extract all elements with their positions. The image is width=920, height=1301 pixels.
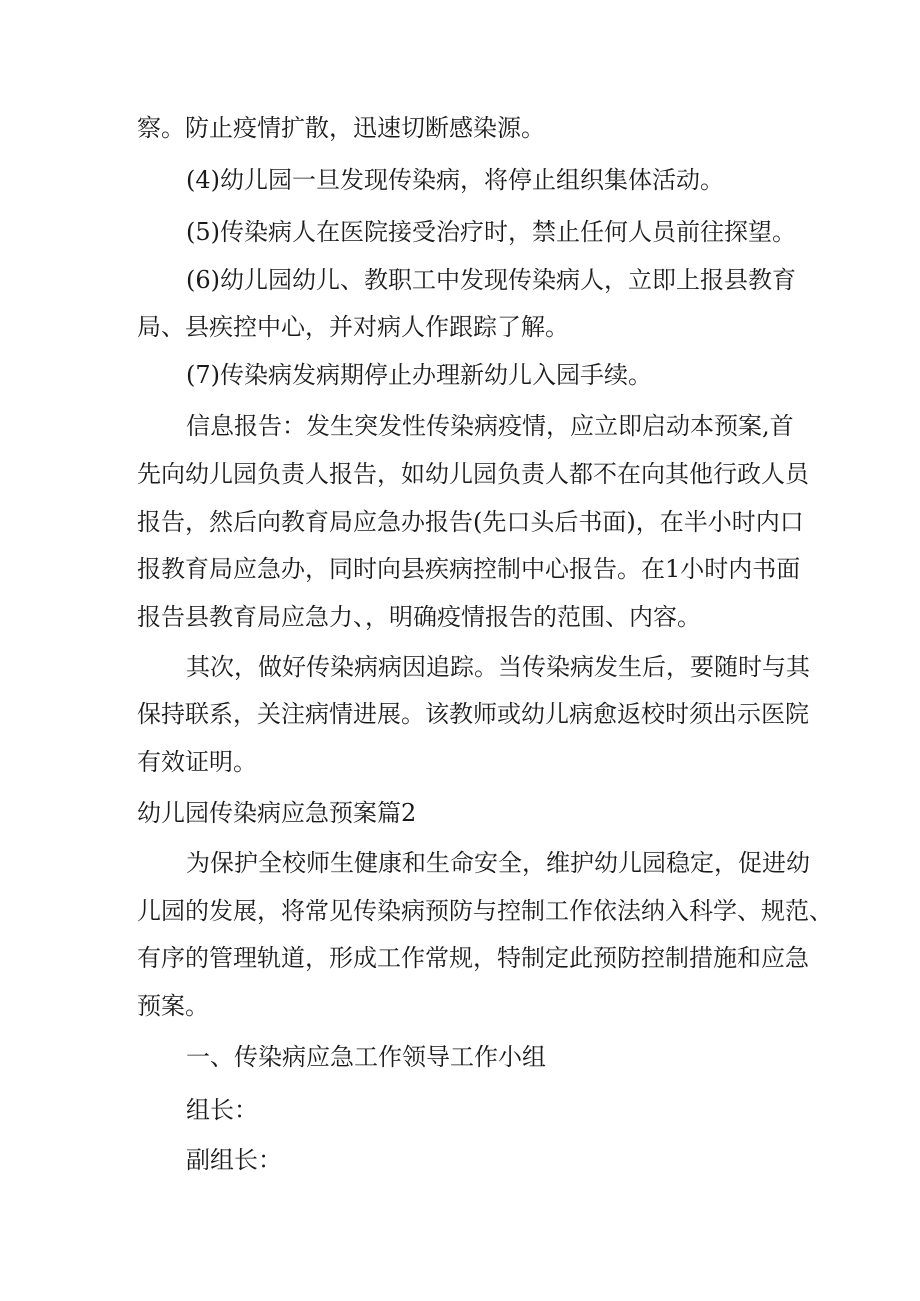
deputy-leader-label: 副组长：	[186, 1146, 282, 1174]
text-line-8: 先向幼儿园负责人报告，如幼儿园负责人都不在向其他行政人员	[137, 460, 809, 488]
text-line-7: 信息报告：发生突发性传染病疫情，应立即启动本预案,首	[186, 412, 794, 440]
text-line-5: 局、县疾控中心，并对病人作跟踪了解。	[137, 313, 569, 341]
text-line-9: 报告，然后向教育局应急办报告(先口头后书面)，在半小时内口	[137, 508, 804, 536]
section-heading: 幼儿园传染病应急预案篇2	[137, 799, 417, 827]
text-line-1: 察。防止疫情扩散，迅速切断感染源。	[137, 114, 545, 142]
text-line-3: (5)传染病人在医院接受治疗时，禁止任何人员前往探望。	[186, 218, 796, 246]
text-line-18: 有序的管理轨道，形成工作常规，特制定此预防控制措施和应急	[137, 944, 809, 972]
subsection-heading: 一、传染病应急工作领导工作小组	[186, 1043, 546, 1071]
text-line-17: 儿园的发展，将常见传染病预防与控制工作依法纳入科学、规范、	[137, 897, 833, 925]
text-line-16: 为保护全校师生健康和生命安全，维护幼儿园稳定，促进幼	[186, 849, 810, 877]
text-line-4: (6)幼儿园幼儿、教职工中发现传染病人，立即上报县教育	[186, 266, 796, 294]
text-line-2: (4)幼儿园一旦发现传染病，将停止组织集体活动。	[186, 166, 724, 194]
text-line-13: 保持联系，关注病情进展。该教师或幼儿病愈返校时须出示医院	[137, 700, 809, 728]
group-leader-label: 组长：	[186, 1096, 258, 1124]
text-line-11: 报告县教育局应急力、，明确疫情报告的范围、内容。	[137, 603, 701, 631]
text-line-10: 报教育局应急办，同时向县疾病控制中心报告。在1小时内书面	[137, 555, 801, 583]
text-line-19: 预案。	[137, 992, 209, 1020]
text-line-14: 有效证明。	[137, 748, 257, 776]
text-line-6: (7)传染病发病期停止办理新幼儿入园手续。	[186, 361, 652, 389]
text-line-12: 其次，做好传染病病因追踪。当传染病发生后，要随时与其	[186, 653, 810, 681]
